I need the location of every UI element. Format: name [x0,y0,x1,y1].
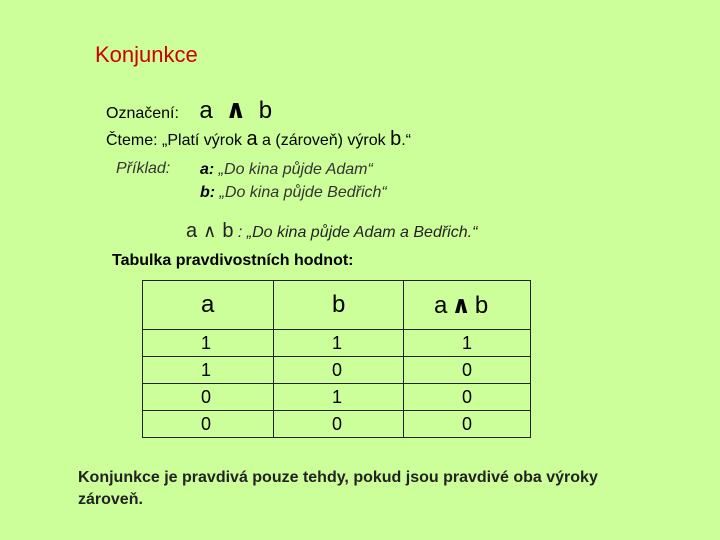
cell-b: 1 [274,330,404,357]
header-a-and-b [404,281,531,330]
header-ab-a: a [434,291,448,319]
cell-a-and-b: 1 [404,330,531,357]
example-b-line [200,184,387,202]
reading-middle: a (zároveň) výrok [257,132,391,149]
conjunction-example [186,220,477,243]
table-header-row [143,281,531,330]
cell-b: 0 [274,357,404,384]
and-operator: ∧ [225,94,247,124]
table-row [143,384,531,411]
table-title: Tabulka pravdivostních hodnot: [112,252,354,269]
cell-b: 1 [274,384,404,411]
truth-table [142,280,531,438]
conclusion-text: Konjunkce je pravdivá pouze tehdy, pokud jsou pravdivé oba výroky zároveň. [78,469,598,508]
reading-line [106,128,411,151]
example-label: Příklad: [116,160,171,177]
cell-a: 1 [143,357,274,384]
cell-a-and-b: 0 [404,384,531,411]
example-b-var: b: [200,184,216,201]
example-a-text: „Do kina půjde Adam“ [214,161,373,178]
header-b: b [274,281,404,330]
example-a-var: a: [200,161,215,178]
cell-a-and-b: 0 [404,411,531,438]
table-row [143,330,531,357]
reading-prefix: Čteme: „Platí výrok [106,132,247,149]
cell-a-and-b: 0 [404,357,531,384]
conj-b: b [222,220,234,242]
reading-suffix: .“ [401,132,411,149]
example-b-text: „Do kina půjde Bedřich“ [215,184,387,201]
notation-b: b [258,97,273,124]
conj-a: a [186,220,198,242]
header-a: a [143,281,274,330]
notation-line [106,94,272,125]
table-row [143,411,531,438]
slide-title: Konjunkce [95,42,198,67]
example-a-line [200,161,373,179]
reading-a: a [246,128,258,150]
conj-text: : „Do kina půjde Adam a Bedřich.“ [233,224,478,241]
header-ab-operator: ∧ [451,291,471,319]
reading-b: b [390,128,402,150]
cell-b: 0 [274,411,404,438]
notation-label: Označení: [106,105,179,122]
conj-operator: ∧ [203,221,217,241]
header-ab-b: b [474,291,489,319]
cell-a: 0 [143,411,274,438]
cell-a: 1 [143,330,274,357]
cell-a: 0 [143,384,274,411]
table-row [143,357,531,384]
notation-a: a [199,97,213,124]
